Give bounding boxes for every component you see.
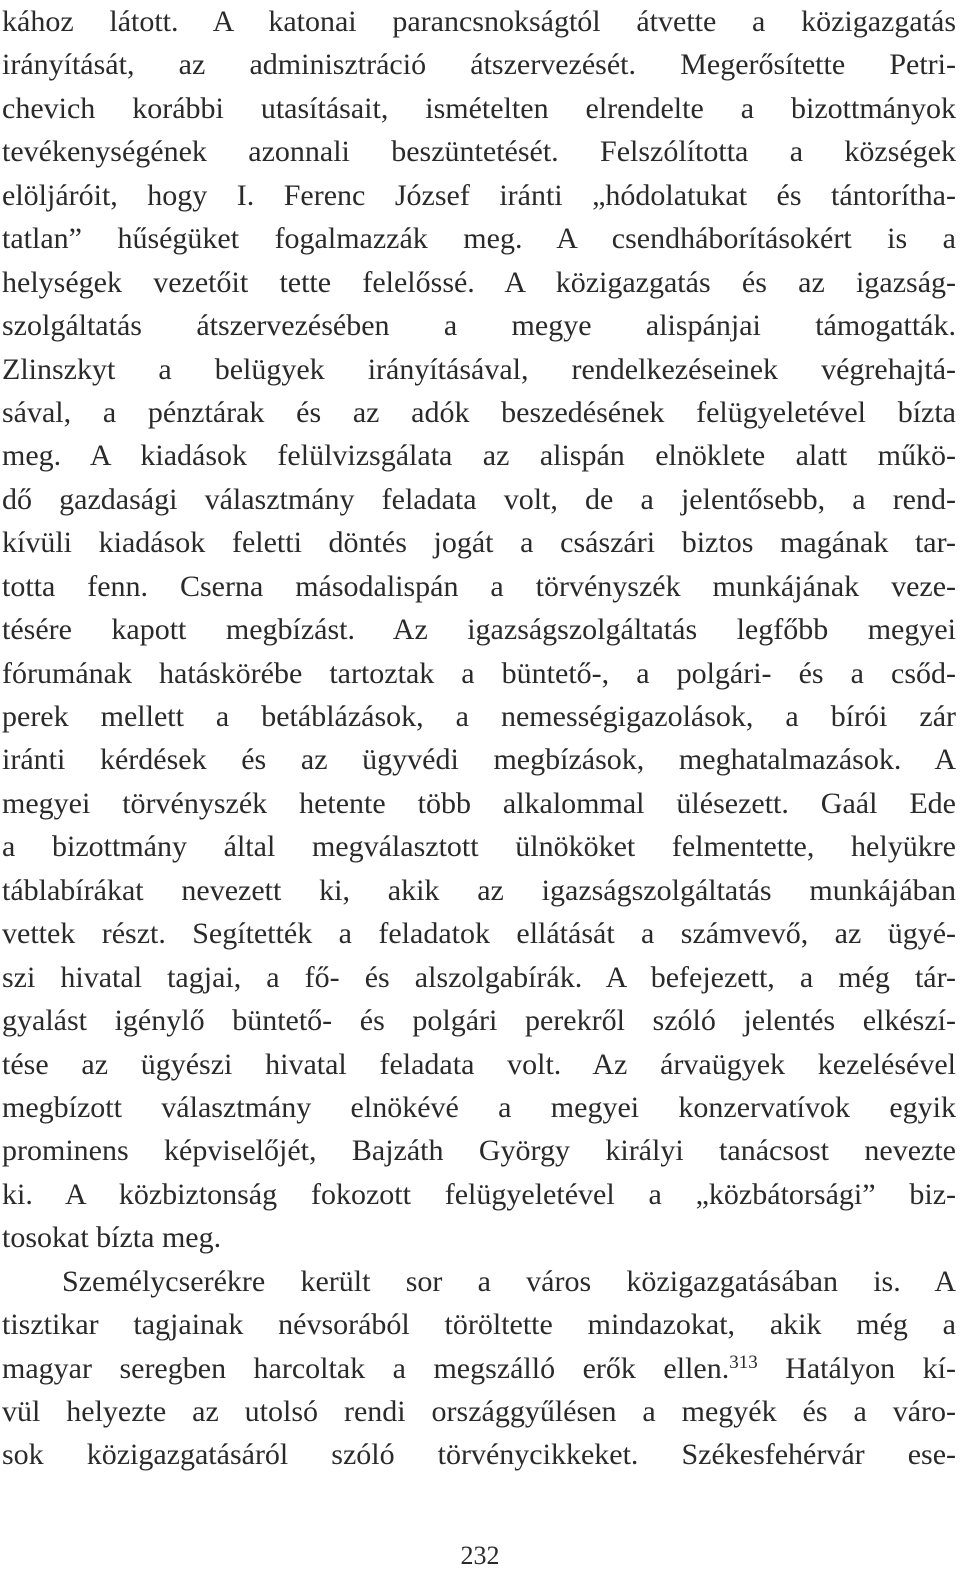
body-text [2,0,956,1477]
text-line: helységek vezetőit tette felelőssé. A közigazgatás és az igazság- [2,265,956,299]
text-line: tése az ügyészi hivatal feladata volt. Az árvaügyek kezelésével [2,1047,956,1081]
page-number: 232 [460,1541,500,1570]
text-line: totta fenn. Cserna másodalispán a törvényszék munkájának veze- [2,569,956,603]
footnote-reference[interactable]: 313 [729,1351,758,1373]
text-line: perek mellett a betáblázások, a nemességigazolások, a bírói zár [2,700,956,733]
text-line: tisztikar tagjainak névsorából töröltette mindazokat, akik még a [2,1308,956,1342]
text-line: szolgáltatás átszervezésében a megye alispánjai támogatták. [2,309,956,343]
text-line: tatlan” hűségüket fogalmazzák meg. A csendháborításokért is a [2,222,956,256]
text-line: gyalást igénylő büntető- és polgári perekről szóló jelentés elkészí- [2,1004,956,1038]
text-line: tésére kapott megbízást. Az igazságszolgáltatás legfőbb megyei [2,613,956,647]
text-line: szi hivatal tagjai, a fő- és alszolgabírák. A befejezett, a még tár- [2,960,956,994]
text-line: a bizottmány által megválasztott ülnököket felmentette, helyükre [2,830,956,864]
text-line: kához látott. A katonai parancsnokságtól átvette a közigazgatás [2,5,956,38]
text-line: tevékenységének azonnali beszüntetését. Felszólította a községek [2,135,956,169]
text-line: sával, a pénztárak és az adók beszedésének felügyeletével bízta [2,395,956,429]
text-line: Zlinszkyt a belügyek irányításával, rendelkezéseinek végrehajtá- [2,352,956,386]
text-line-with-footnote [2,1347,956,1390]
text-line: tosokat bízta meg. [2,1221,222,1255]
text-line: chevich korábbi utasításait, ismételten elrendelte a bizottmányok [2,91,956,125]
text-line: ki. A közbiztonság fokozott felügyeletével a „közbátorsági” biz- [2,1177,956,1211]
text-line: vül helyezte az utolsó rendi országgyűlésen a megyék és a váro- [2,1395,956,1428]
text-line: fórumának hatáskörébe tartoztak a büntető-, a polgári- és a csőd- [2,656,956,690]
text-line: táblabírákat nevezett ki, akik az igazságszolgáltatás munkájában [2,873,956,907]
text-line: elöljáróit, hogy I. Ferenc József iránti „hódolatukat és tántorítha- [2,178,956,212]
text-line: dő gazdasági választmány feladata volt, de a jelentősebb, a rend- [2,482,956,516]
text-line: megbízott választmány elnökévé a megyei konzervatívok egyik [2,1090,956,1124]
text-line: irányítását, az adminisztráció átszervezését. Megerősítette Petri- [2,48,956,82]
text-line: kívüli kiadások feletti döntés jogát a császári biztos magának tar- [2,526,956,560]
text-segment: Hatályon kí- [785,1351,956,1385]
text-line: Személycserékre került sor a város közigazgatásában is. A [62,1264,956,1298]
text-line: iránti kérdések és az ügyvédi megbízások, meghatalmazások. A [2,743,956,777]
text-line: prominens képviselőjét, Bajzáth György királyi tanácsost nevezte [2,1134,956,1168]
text-line: meg. A kiadások felülvizsgálata az alispán elnöklete alatt műkö- [2,439,956,473]
text-line: megyei törvényszék hetente több alkalommal ülésezett. Gaál Ede [2,786,956,820]
text-line: sok közigazgatásáról szóló törvénycikkeket. Székesfehérvár ese- [2,1438,956,1472]
text-line: vettek részt. Segítették a feladatok ellátását a számvevő, az ügyé- [2,917,956,951]
text-segment: magyar seregben harcoltak a megszálló erők ellen. [2,1351,730,1385]
